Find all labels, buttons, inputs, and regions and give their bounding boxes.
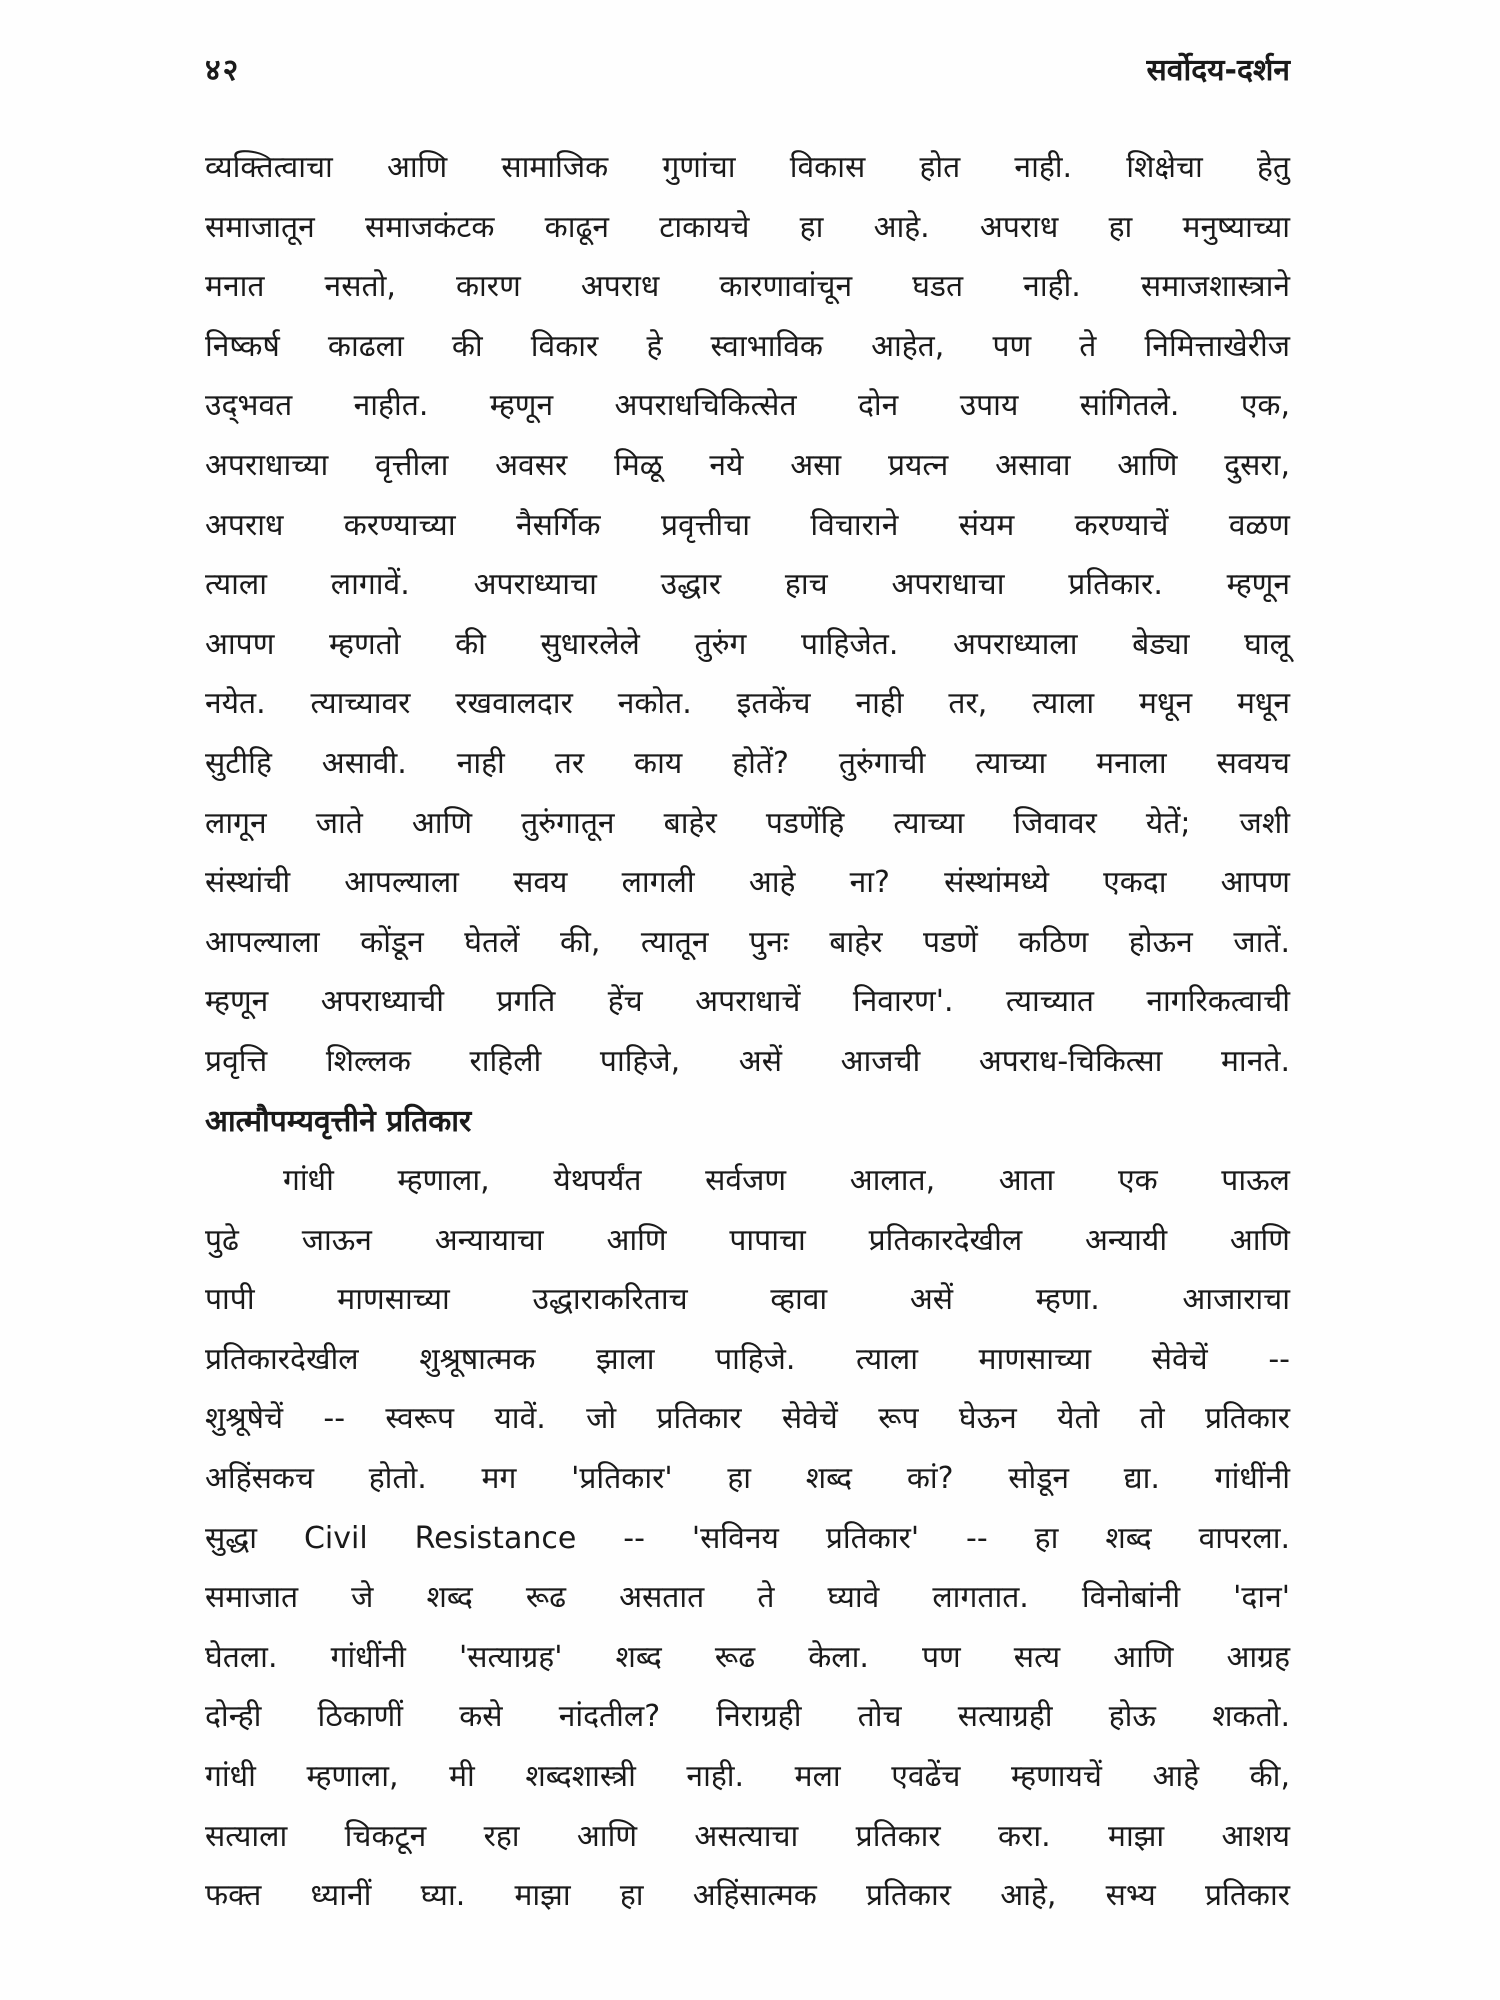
text-line: अपराधाच्या वृत्तीला अवसर मिळू नये असा प्रयत्न असावा आणि दुसरा, bbox=[205, 447, 1290, 483]
text-line: प्रतिकारदेखील शुश्रूषात्मक झाला पाहिजे. त्याला माणसाच्या सेवेचें -- bbox=[205, 1341, 1290, 1377]
text-line: अपराध करण्याच्या नैसर्गिक प्रवृत्तीचा विचाराने संयम करण्याचें वळण bbox=[205, 507, 1290, 543]
text-line: सुटीहि असावी. नाही तर काय होतें? तुरुंगाची त्याच्या मनाला सवयच bbox=[205, 745, 1290, 781]
text-line: गांधी म्हणाला, मी शब्दशास्त्री नाही. मला एवढेंच म्हणायचें आहे की, bbox=[205, 1759, 1290, 1795]
text-line: व्यक्तित्वाचा आणि सामाजिक गुणांचा विकास होत नाही. शिक्षेचा हेतु bbox=[205, 150, 1290, 185]
text-line: शुश्रूषेचें -- स्वरूप यावें. जो प्रतिकार सेवेचें रूप घेऊन येतो तो प्रतिकार bbox=[205, 1401, 1290, 1437]
text-line: म्हणून अपराध्याची प्रगति हेंच अपराधाचें निवारण'. त्याच्यात नागरिकत्वाची bbox=[205, 984, 1290, 1020]
text-line: समाजातून समाजकंटक काढून टाकायचे हा आहे. अपराध हा मनुष्याच्या bbox=[205, 209, 1290, 245]
text-line: समाजात जे शब्द रूढ असतात ते घ्यावे लागतात. विनोबांनी 'दान' bbox=[205, 1580, 1290, 1616]
running-title: सर्वोदय-दर्शन bbox=[1146, 53, 1290, 88]
text-line: संस्थांची आपल्याला सवय लागली आहे ना? संस्थांमध्ये एकदा आपण bbox=[205, 865, 1290, 901]
text-line: दोन्ही ठिकाणीं कसे नांदतील? निराग्रही तोच सत्याग्रही होऊ शकतो. bbox=[205, 1699, 1290, 1735]
body-text bbox=[205, 138, 1290, 1926]
text-line: नयेत. त्याच्यावर रखवालदार नकोत. इतकेंच नाही तर, त्याला मधून मधून bbox=[205, 686, 1290, 722]
text-line: फक्त ध्यानीं घ्या. माझा हा अहिंसात्मक प्रतिकार आहे, सभ्य प्रतिकार bbox=[205, 1878, 1290, 1914]
text-line: आपल्याला कोंडून घेतलें की, त्यातून पुनः बाहेर पडणें कठिण होऊन जातें. bbox=[205, 924, 1290, 960]
text-line: अहिंसकच होतो. मग 'प्रतिकार' हा शब्द कां? सोडून द्या. गांधींनी bbox=[205, 1461, 1290, 1497]
text-line: सुद्धा Civil Resistance -- 'सविनय प्रतिकार' -- हा शब्द वापरला. bbox=[205, 1520, 1290, 1556]
text-line: घेतला. गांधींनी 'सत्याग्रह' शब्द रूढ केला. पण सत्य आणि आग्रह bbox=[205, 1639, 1290, 1675]
section-heading: आत्मौपम्यवृत्तीने प्रतिकार bbox=[205, 1103, 472, 1139]
text-line: पुढे जाऊन अन्यायाचा आणि पापाचा प्रतिकारदेखील अन्यायी आणि bbox=[205, 1222, 1290, 1258]
text-line: लागून जाते आणि तुरुंगातून बाहेर पडणेंहि त्याच्या जिवावर येतें; जशी bbox=[205, 805, 1290, 841]
text-line: सत्याला चिकटून रहा आणि असत्याचा प्रतिकार करा. माझा आशय bbox=[205, 1818, 1290, 1854]
page-number: ४२ bbox=[205, 53, 241, 88]
page-header bbox=[205, 48, 1290, 98]
text-line: पापी माणसाच्या उद्धाराकरिताच व्हावा असें म्हणा. आजाराचा bbox=[205, 1282, 1290, 1318]
text-line: उद्‌भवत नाहीत. म्हणून अपराधचिकित्सेत दोन उपाय सांगितले. एक, bbox=[205, 388, 1290, 424]
text-line: मनात नसतो, कारण अपराध कारणावांचून घडत नाही. समाजशास्त्राने bbox=[205, 269, 1290, 305]
text-line: निष्कर्ष काढला की विकार हे स्वाभाविक आहेत, पण ते निमित्ताखेरीज bbox=[205, 328, 1290, 364]
text-line: आपण म्हणतो की सुधारलेले तुरुंग पाहिजेत. अपराध्याला बेड्या घालू bbox=[205, 626, 1290, 662]
text-line: गांधी म्हणाला, येथपर्यंत सर्वजण आलात, आता एक पाऊल bbox=[283, 1163, 1290, 1199]
text-line: त्याला लागावें. अपराध्याचा उद्धार हाच अपराधाचा प्रतिकार. म्हणून bbox=[205, 567, 1290, 603]
text-line: प्रवृत्ति शिल्लक राहिली पाहिजे, असें आजची अपराध-चिकित्सा मानते. bbox=[205, 1043, 1290, 1079]
